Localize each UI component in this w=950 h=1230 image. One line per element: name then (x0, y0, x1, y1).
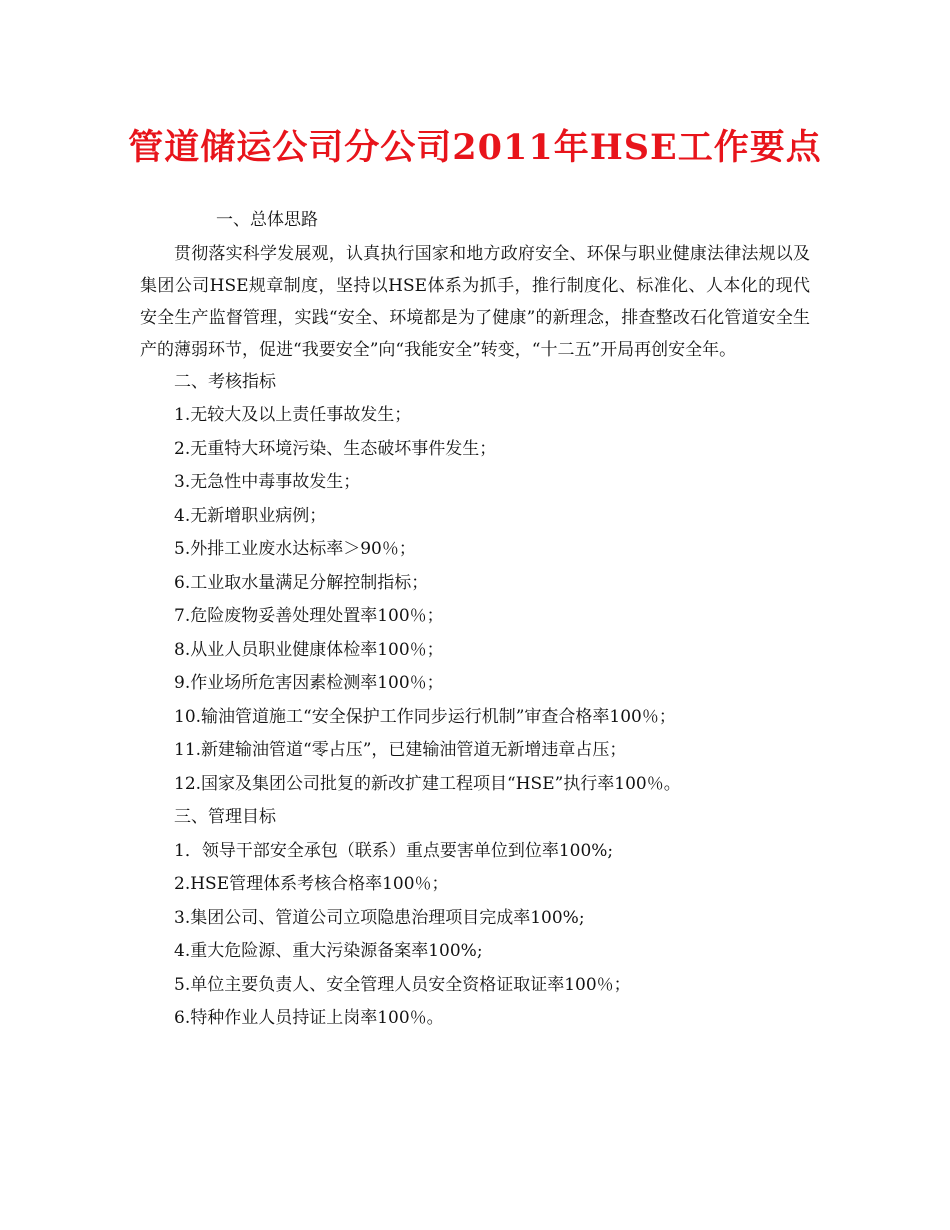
list-item: 2.无重特大环境污染、生态破坏事件发生； (174, 438, 497, 459)
section-assessment-indicators (140, 366, 810, 802)
section-overall-approach (140, 204, 810, 366)
list-item: 11.新建输油管道“零占压”，已建输油管道无新增违章占压； (174, 740, 627, 760)
list-item: 3.无急性中毒事故发生； (174, 472, 361, 492)
list-item: 4.无新增职业病例； (174, 505, 327, 526)
list-item: 3.集团公司、管道公司立项隐患治理项目完成率100%; (174, 907, 585, 928)
section-management-goals (140, 801, 810, 1036)
document-body (140, 204, 810, 1036)
list-item: 6.工业取水量满足分解控制指标； (174, 572, 429, 593)
indicator-list (140, 399, 810, 801)
list-item: 1.无较大及以上责任事故发生； (174, 405, 412, 425)
list-item: 2.HSE管理体系考核合格率100％； (174, 874, 449, 894)
list-item: 5.单位主要负责人、安全管理人员安全资格证取证率100％； (174, 974, 631, 995)
list-item: 10.输油管道施工“安全保护工作同步运行机制”审查合格率100％； (174, 706, 676, 727)
section-heading: 一、总体思路 (216, 210, 318, 230)
list-item: 6.特种作业人员持证上岗率100％。 (174, 1008, 444, 1028)
list-item: 12.国家及集团公司批复的新改扩建工程项目“HSE”执行率100％。 (174, 773, 681, 794)
list-item: 9.作业场所危害因素检测率100％； (174, 673, 444, 693)
list-item: 7.危险废物妥善处理处置率100％； (174, 606, 444, 626)
list-item: 8.从业人员职业健康体检率100％； (174, 639, 444, 660)
section-paragraph: 贯彻落实科学发展观，认真执行国家和地方政府安全、环保与职业健康法律法规以及集团公司HSE规章制度，坚持以HSE体系为抓手，推行制度化、标准化、人本化的现代安全生产监督管理，实践“安全、环境都是为了健康”的新理念，排查整改石化管道安全生产的薄弱环节，促进“我要安全”向“我能安全”转变，“十二五”开局再创安全年。 (140, 243, 810, 360)
document-title: 管道储运公司分公司2011年HSE工作要点 (128, 127, 822, 168)
section-heading: 二、考核指标 (174, 371, 276, 392)
list-item: 4.重大危险源、重大污染源备案率100%; (174, 941, 483, 961)
goal-list (140, 835, 810, 1036)
list-item: 1．领导干部安全承包（联系）重点要害单位到位率100%; (174, 840, 614, 861)
list-item: 5.外排工业废水达标率＞90％； (174, 539, 416, 559)
section-heading: 三、管理目标 (174, 807, 276, 827)
